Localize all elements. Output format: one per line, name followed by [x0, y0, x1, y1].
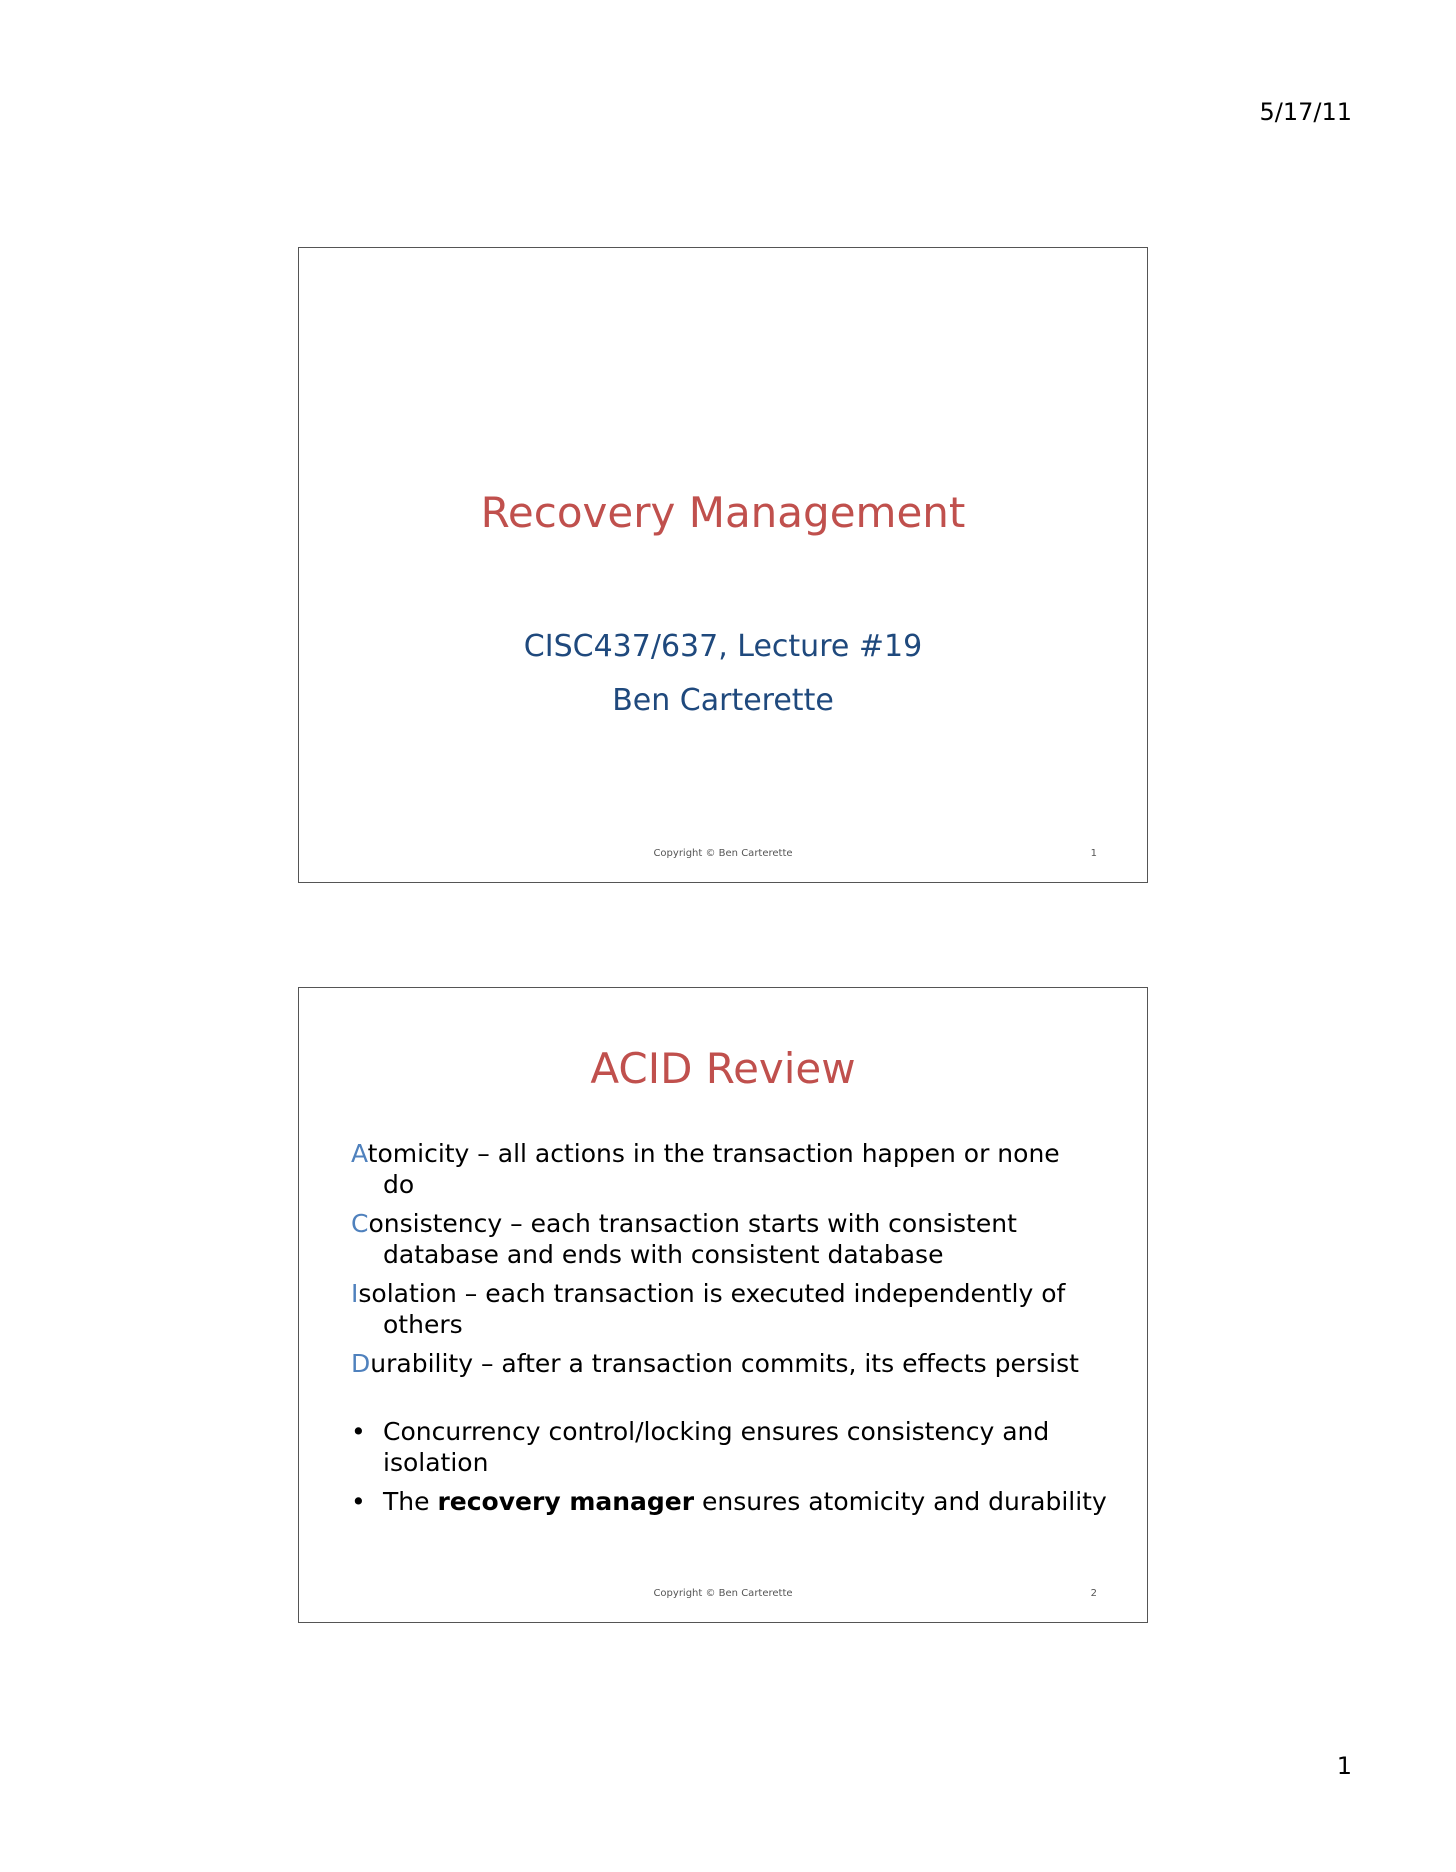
acid-letter: D [351, 1349, 371, 1378]
acid-item-consistency [351, 1208, 1091, 1270]
acid-text: solation – each transaction is executed independently of others [358, 1279, 1066, 1339]
slide-1 [298, 247, 1148, 883]
acid-list [351, 1138, 1091, 1387]
acid-item-atomicity [351, 1138, 1091, 1200]
copyright-text: Copyright © Ben Carterette [653, 848, 793, 859]
copyright-text: Copyright © Ben Carterette [653, 1588, 793, 1599]
acid-item-isolation [351, 1278, 1091, 1340]
subtitle-author: Ben Carterette [612, 683, 834, 718]
bullet-list [351, 1416, 1111, 1525]
slide-title: ACID Review [590, 1044, 856, 1093]
bullet-text-post: ensures atomicity and durability [694, 1487, 1107, 1516]
bullet-item [351, 1486, 1111, 1517]
slide-number: 2 [1090, 1588, 1097, 1599]
slide-number: 1 [1090, 848, 1097, 859]
bullet-item [351, 1416, 1111, 1478]
acid-text: tomicity – all actions in the transaction happen or none do [367, 1139, 1060, 1199]
bullet-text-bold: recovery manager [437, 1487, 695, 1516]
bullet-dot: • [351, 1417, 366, 1446]
acid-text: urability – after a transaction commits, its effects persist [370, 1349, 1079, 1378]
acid-letter: A [351, 1139, 368, 1168]
bullet-text-pre: The [383, 1487, 438, 1516]
page-number: 1 [1336, 1752, 1352, 1780]
acid-letter: C [351, 1209, 369, 1238]
subtitle-course: CISC437/637, Lecture #19 [523, 629, 923, 664]
slide-subtitle [299, 620, 1147, 728]
acid-letter: I [351, 1279, 359, 1308]
acid-item-durability [351, 1348, 1091, 1379]
bullet-dot: • [351, 1487, 366, 1516]
acid-text: onsistency – each transaction starts with consistent database and ends with consistent database [368, 1209, 1017, 1269]
slide-title: Recovery Management [480, 488, 966, 537]
slide-footer [299, 1588, 1147, 1602]
page-date: 5/17/11 [1259, 98, 1352, 126]
slide-footer [299, 848, 1147, 862]
slide-2 [298, 987, 1148, 1623]
bullet-text: Concurrency control/locking ensures consistency and isolation [383, 1417, 1050, 1477]
